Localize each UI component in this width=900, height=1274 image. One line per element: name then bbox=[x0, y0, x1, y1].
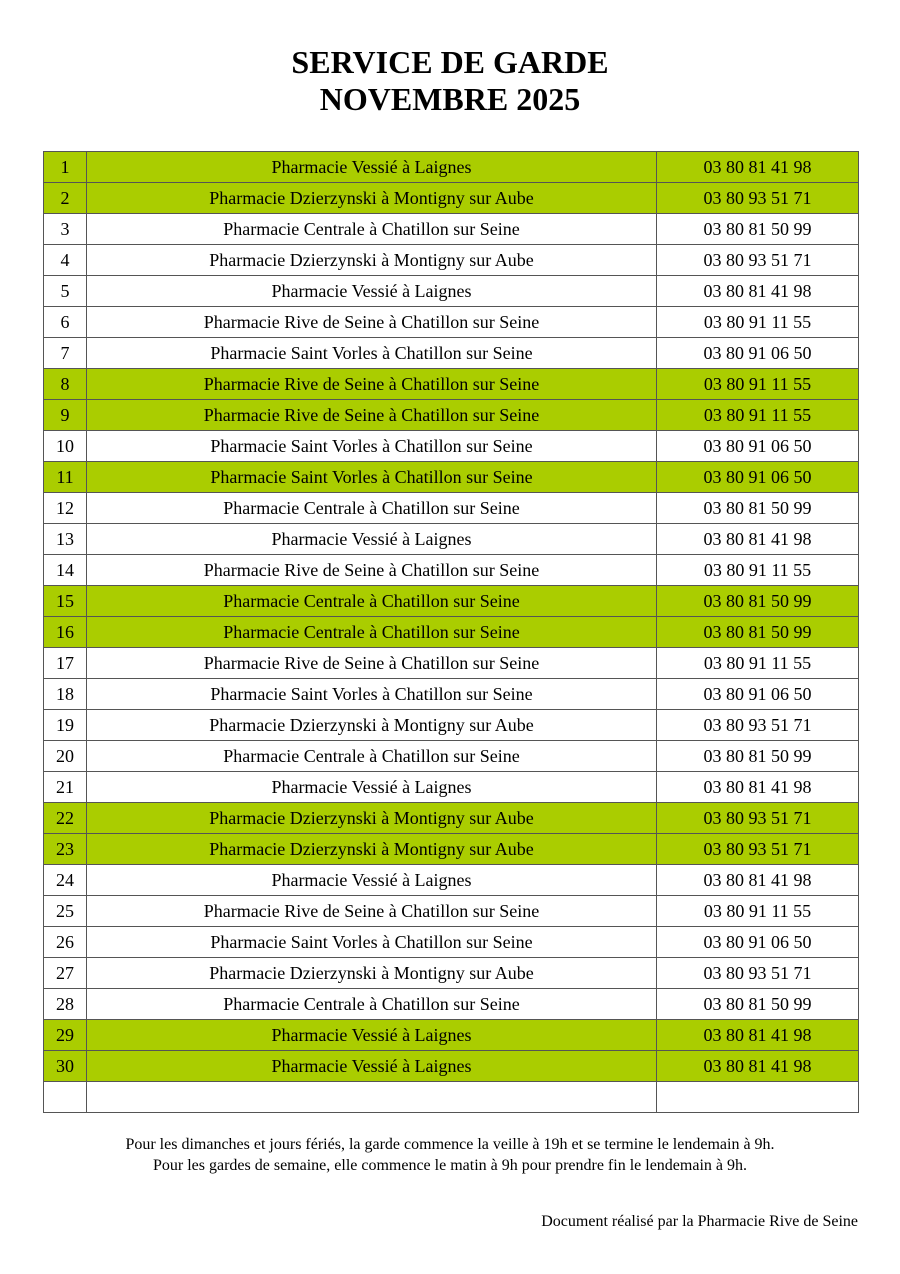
day-cell: 15 bbox=[44, 586, 87, 617]
table-row bbox=[44, 927, 859, 958]
table-row bbox=[44, 865, 859, 896]
phone-cell: 03 80 91 11 55 bbox=[657, 896, 859, 927]
phone-cell: 03 80 81 50 99 bbox=[657, 586, 859, 617]
table-row bbox=[44, 555, 859, 586]
phone-cell: 03 80 91 11 55 bbox=[657, 400, 859, 431]
pharmacy-cell: Pharmacie Rive de Seine à Chatillon sur Seine bbox=[87, 648, 657, 679]
pharmacy-cell: Pharmacie Vessié à Laignes bbox=[87, 865, 657, 896]
day-cell: 30 bbox=[44, 1051, 87, 1082]
day-cell: 2 bbox=[44, 183, 87, 214]
pharmacy-cell: Pharmacie Rive de Seine à Chatillon sur Seine bbox=[87, 307, 657, 338]
table-row bbox=[44, 183, 859, 214]
table-row bbox=[44, 586, 859, 617]
day-cell: 18 bbox=[44, 679, 87, 710]
phone-cell bbox=[657, 1082, 859, 1113]
day-cell: 9 bbox=[44, 400, 87, 431]
day-cell: 22 bbox=[44, 803, 87, 834]
phone-cell: 03 80 81 41 98 bbox=[657, 772, 859, 803]
table-row bbox=[44, 369, 859, 400]
phone-cell: 03 80 81 50 99 bbox=[657, 493, 859, 524]
day-cell: 6 bbox=[44, 307, 87, 338]
document-credit: Document réalisé par la Pharmacie Rive de Seine bbox=[541, 1213, 858, 1230]
phone-cell: 03 80 93 51 71 bbox=[657, 834, 859, 865]
table-row bbox=[44, 214, 859, 245]
pharmacy-cell: Pharmacie Centrale à Chatillon sur Seine bbox=[87, 214, 657, 245]
day-cell: 19 bbox=[44, 710, 87, 741]
table-row bbox=[44, 245, 859, 276]
table-row bbox=[44, 679, 859, 710]
pharmacy-cell: Pharmacie Vessié à Laignes bbox=[87, 1051, 657, 1082]
pharmacy-cell: Pharmacie Dzierzynski à Montigny sur Aube bbox=[87, 803, 657, 834]
day-cell: 14 bbox=[44, 555, 87, 586]
note-line-1: Pour les dimanches et jours fériés, la garde commence la veille à 19h et se termine le lendemain à 9h. bbox=[125, 1136, 775, 1153]
table-row bbox=[44, 648, 859, 679]
phone-cell: 03 80 93 51 71 bbox=[657, 183, 859, 214]
phone-cell: 03 80 81 50 99 bbox=[657, 617, 859, 648]
day-cell: 26 bbox=[44, 927, 87, 958]
table-row bbox=[44, 834, 859, 865]
day-cell: 21 bbox=[44, 772, 87, 803]
phone-cell: 03 80 93 51 71 bbox=[657, 245, 859, 276]
phone-cell: 03 80 81 41 98 bbox=[657, 1020, 859, 1051]
day-cell: 16 bbox=[44, 617, 87, 648]
phone-cell: 03 80 91 06 50 bbox=[657, 927, 859, 958]
phone-cell: 03 80 81 50 99 bbox=[657, 214, 859, 245]
table-row bbox=[44, 803, 859, 834]
pharmacy-cell: Pharmacie Vessié à Laignes bbox=[87, 1020, 657, 1051]
pharmacy-cell bbox=[87, 1082, 657, 1113]
day-cell: 12 bbox=[44, 493, 87, 524]
phone-cell: 03 80 81 50 99 bbox=[657, 989, 859, 1020]
phone-cell: 03 80 91 11 55 bbox=[657, 307, 859, 338]
day-cell: 8 bbox=[44, 369, 87, 400]
pharmacy-cell: Pharmacie Vessié à Laignes bbox=[87, 772, 657, 803]
pharmacy-cell: Pharmacie Rive de Seine à Chatillon sur Seine bbox=[87, 555, 657, 586]
day-cell: 3 bbox=[44, 214, 87, 245]
table-row bbox=[44, 493, 859, 524]
day-cell: 20 bbox=[44, 741, 87, 772]
day-cell: 4 bbox=[44, 245, 87, 276]
phone-cell: 03 80 81 50 99 bbox=[657, 741, 859, 772]
duty-roster-table bbox=[43, 151, 859, 1113]
pharmacy-cell: Pharmacie Vessié à Laignes bbox=[87, 276, 657, 307]
phone-cell: 03 80 91 11 55 bbox=[657, 369, 859, 400]
duty-roster-body bbox=[44, 152, 859, 1113]
pharmacy-cell: Pharmacie Dzierzynski à Montigny sur Aube bbox=[87, 710, 657, 741]
table-row bbox=[44, 307, 859, 338]
table-row bbox=[44, 1051, 859, 1082]
day-cell: 7 bbox=[44, 338, 87, 369]
table-row bbox=[44, 1082, 859, 1113]
phone-cell: 03 80 91 06 50 bbox=[657, 431, 859, 462]
phone-cell: 03 80 81 41 98 bbox=[657, 276, 859, 307]
title-line-2: NOVEMBRE 2025 bbox=[319, 81, 581, 117]
pharmacy-cell: Pharmacie Centrale à Chatillon sur Seine bbox=[87, 586, 657, 617]
phone-cell: 03 80 91 06 50 bbox=[657, 338, 859, 369]
pharmacy-cell: Pharmacie Vessié à Laignes bbox=[87, 524, 657, 555]
table-row bbox=[44, 772, 859, 803]
pharmacy-cell: Pharmacie Saint Vorles à Chatillon sur Seine bbox=[87, 462, 657, 493]
table-row bbox=[44, 958, 859, 989]
table-row bbox=[44, 524, 859, 555]
pharmacy-cell: Pharmacie Saint Vorles à Chatillon sur Seine bbox=[87, 927, 657, 958]
table-row bbox=[44, 710, 859, 741]
pharmacy-cell: Pharmacie Dzierzynski à Montigny sur Aube bbox=[87, 183, 657, 214]
phone-cell: 03 80 91 11 55 bbox=[657, 555, 859, 586]
phone-cell: 03 80 93 51 71 bbox=[657, 803, 859, 834]
table-row bbox=[44, 1020, 859, 1051]
title-line-1: SERVICE DE GARDE bbox=[291, 44, 609, 80]
pharmacy-cell: Pharmacie Centrale à Chatillon sur Seine bbox=[87, 493, 657, 524]
day-cell: 27 bbox=[44, 958, 87, 989]
phone-cell: 03 80 81 41 98 bbox=[657, 865, 859, 896]
pharmacy-cell: Pharmacie Centrale à Chatillon sur Seine bbox=[87, 741, 657, 772]
pharmacy-cell: Pharmacie Rive de Seine à Chatillon sur Seine bbox=[87, 400, 657, 431]
table-row bbox=[44, 338, 859, 369]
day-cell bbox=[44, 1082, 87, 1113]
day-cell: 5 bbox=[44, 276, 87, 307]
day-cell: 24 bbox=[44, 865, 87, 896]
day-cell: 11 bbox=[44, 462, 87, 493]
pharmacy-cell: Pharmacie Rive de Seine à Chatillon sur Seine bbox=[87, 896, 657, 927]
phone-cell: 03 80 81 41 98 bbox=[657, 1051, 859, 1082]
table-row bbox=[44, 431, 859, 462]
table-row bbox=[44, 462, 859, 493]
table-row bbox=[44, 896, 859, 927]
day-cell: 23 bbox=[44, 834, 87, 865]
note-line-2: Pour les gardes de semaine, elle commence le matin à 9h pour prendre fin le lendemain à 9h. bbox=[152, 1157, 747, 1174]
table-row bbox=[44, 152, 859, 183]
phone-cell: 03 80 81 41 98 bbox=[657, 524, 859, 555]
phone-cell: 03 80 91 06 50 bbox=[657, 679, 859, 710]
phone-cell: 03 80 93 51 71 bbox=[657, 710, 859, 741]
table-row bbox=[44, 741, 859, 772]
phone-cell: 03 80 93 51 71 bbox=[657, 958, 859, 989]
table-row bbox=[44, 617, 859, 648]
phone-cell: 03 80 91 11 55 bbox=[657, 648, 859, 679]
day-cell: 28 bbox=[44, 989, 87, 1020]
phone-cell: 03 80 91 06 50 bbox=[657, 462, 859, 493]
pharmacy-cell: Pharmacie Dzierzynski à Montigny sur Aube bbox=[87, 958, 657, 989]
day-cell: 1 bbox=[44, 152, 87, 183]
schedule-notes bbox=[0, 1134, 900, 1176]
pharmacy-cell: Pharmacie Dzierzynski à Montigny sur Aube bbox=[87, 834, 657, 865]
pharmacy-cell: Pharmacie Centrale à Chatillon sur Seine bbox=[87, 989, 657, 1020]
phone-cell: 03 80 81 41 98 bbox=[657, 152, 859, 183]
pharmacy-cell: Pharmacie Saint Vorles à Chatillon sur Seine bbox=[87, 679, 657, 710]
day-cell: 13 bbox=[44, 524, 87, 555]
day-cell: 29 bbox=[44, 1020, 87, 1051]
pharmacy-cell: Pharmacie Saint Vorles à Chatillon sur Seine bbox=[87, 431, 657, 462]
day-cell: 25 bbox=[44, 896, 87, 927]
table-row bbox=[44, 276, 859, 307]
pharmacy-cell: Pharmacie Rive de Seine à Chatillon sur Seine bbox=[87, 369, 657, 400]
pharmacy-cell: Pharmacie Centrale à Chatillon sur Seine bbox=[87, 617, 657, 648]
table-row bbox=[44, 400, 859, 431]
table-row bbox=[44, 989, 859, 1020]
pharmacy-cell: Pharmacie Vessié à Laignes bbox=[87, 152, 657, 183]
day-cell: 10 bbox=[44, 431, 87, 462]
pharmacy-cell: Pharmacie Dzierzynski à Montigny sur Aube bbox=[87, 245, 657, 276]
page-title bbox=[0, 44, 900, 118]
pharmacy-cell: Pharmacie Saint Vorles à Chatillon sur Seine bbox=[87, 338, 657, 369]
day-cell: 17 bbox=[44, 648, 87, 679]
